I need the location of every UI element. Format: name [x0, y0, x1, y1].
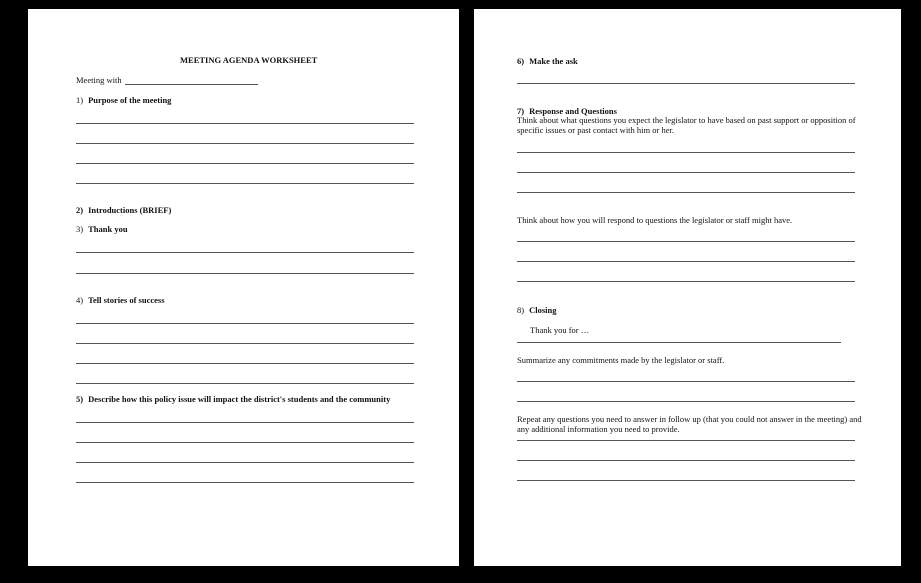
worksheet-page-1 — [28, 9, 459, 566]
closing-repeat-questions: Repeat any questions you need to answer in follow up (that you could not answer in the meeting) and any additional information you need to provide. — [517, 414, 862, 434]
answer-line — [76, 143, 414, 144]
section-2-number: 2) — [76, 205, 84, 215]
answer-line — [76, 442, 414, 443]
section-1-title: Purpose of the meeting — [88, 95, 172, 105]
answer-line — [517, 381, 855, 382]
worksheet-page-2 — [474, 9, 901, 566]
section-5-title: Describe how this policy issue will impact the district's students and the community — [88, 394, 391, 404]
answer-line — [76, 273, 414, 274]
answer-line — [517, 241, 855, 242]
section-6-heading — [517, 56, 578, 66]
answer-line — [76, 183, 414, 184]
section-4-heading — [76, 295, 165, 305]
answer-line — [76, 363, 414, 364]
section-4-title: Tell stories of success — [88, 295, 165, 305]
meeting-with-label: Meeting with — [76, 75, 122, 85]
section-3-heading — [76, 224, 128, 234]
section-7-respond-instructions: Think about how you will respond to questions the legislator or staff might have. — [517, 215, 793, 225]
answer-line — [517, 83, 855, 84]
section-2-title: Introductions (BRIEF) — [88, 205, 172, 215]
answer-line — [76, 163, 414, 164]
section-1-number: 1) — [76, 95, 84, 105]
answer-line — [76, 343, 414, 344]
section-8-number: 8) — [517, 305, 525, 315]
answer-line — [517, 460, 855, 461]
section-5-number: 5) — [76, 394, 84, 404]
answer-line — [517, 342, 841, 343]
section-7-title: Response and Questions — [529, 106, 617, 116]
section-6-title: Make the ask — [529, 56, 578, 66]
answer-line — [76, 383, 414, 384]
answer-line — [517, 261, 855, 262]
worksheet-title: MEETING AGENDA WORKSHEET — [180, 55, 318, 65]
answer-line — [76, 482, 414, 483]
answer-line — [517, 172, 855, 173]
answer-line — [517, 480, 855, 481]
closing-summarize: Summarize any commitments made by the legislator or staff. — [517, 355, 725, 365]
section-7-instructions: Think about what questions you expect the legislator to have based on past support or opposition of specific issues or past contact with him or her. — [517, 115, 856, 135]
section-4-number: 4) — [76, 295, 84, 305]
section-1-heading — [76, 95, 171, 105]
section-6-number: 6) — [517, 56, 525, 66]
section-8-title: Closing — [529, 305, 557, 315]
closing-thank-you: Thank you for … — [530, 325, 590, 335]
answer-line — [517, 440, 855, 441]
section-3-title: Thank you — [88, 224, 128, 234]
answer-line — [76, 323, 414, 324]
answer-line — [517, 281, 855, 282]
section-3-number: 3) — [76, 224, 84, 234]
section-5-heading — [76, 394, 390, 404]
answer-line — [76, 422, 414, 423]
answer-line — [76, 252, 414, 253]
section-2-heading — [76, 205, 171, 215]
answer-line — [76, 123, 414, 124]
section-8-heading — [517, 305, 557, 315]
answer-line — [76, 462, 414, 463]
answer-line — [517, 192, 855, 193]
answer-line — [517, 152, 855, 153]
answer-line — [517, 401, 855, 402]
meeting-with-line — [125, 84, 258, 85]
section-7-number: 7) — [517, 106, 525, 116]
